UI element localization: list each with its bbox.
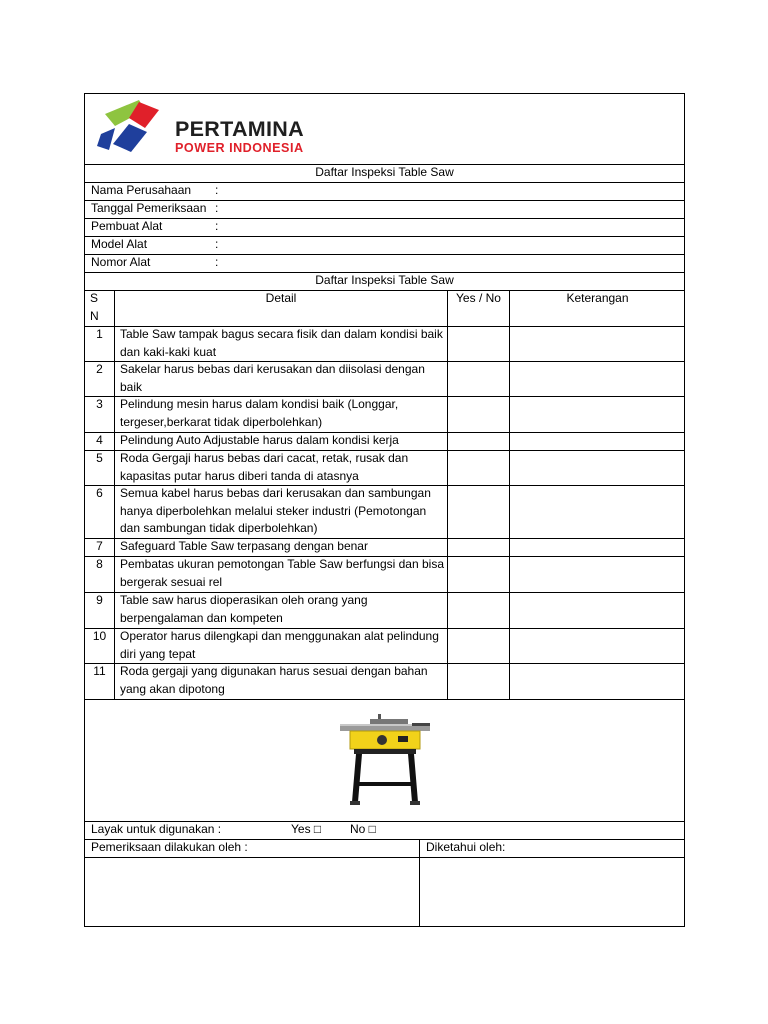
item-detail: Safeguard Table Saw terpasang dengan benar <box>120 539 368 553</box>
field-label-pembuat-alat: Pembuat Alat <box>91 219 163 233</box>
item-detail: Pelindung Auto Adjustable harus dalam kondisi kerja <box>120 433 399 447</box>
column-divider <box>114 290 115 699</box>
divider <box>85 254 684 255</box>
item-number: 2 <box>96 362 103 376</box>
divider <box>85 699 684 700</box>
item-number: 5 <box>96 451 103 465</box>
item-number: 7 <box>96 539 103 553</box>
item-detail: Pembatas ukuran pemotongan Table Saw berfungsi dan bisa bergerak sesuai rel <box>120 557 444 589</box>
field-separator: : <box>215 255 219 269</box>
item-detail: Pelindung mesin harus dalam kondisi baik (Longgar, tergeser,berkarat tidak diperbolehkan) <box>120 397 399 429</box>
item-number: 10 <box>92 629 107 643</box>
header-keterangan: Keterangan <box>566 291 629 305</box>
field-label-tanggal-pemeriksaan: Tanggal Pemeriksaan <box>91 201 207 215</box>
item-detail: Semua kabel harus bebas dari kerusakan dan sambungan hanya diperbolehkan melalui steker industri (Pemotongan dan sambungan tidak diperbolehkan) <box>120 486 431 535</box>
item-number: 6 <box>96 486 103 500</box>
field-separator: : <box>215 219 219 233</box>
header-yes-no: Yes / No <box>456 291 501 305</box>
table-title: Daftar Inspeksi Table Saw <box>315 273 454 287</box>
item-detail: Table Saw tampak bagus secara fisik dan dalam kondisi baik dan kaki-kaki kuat <box>120 327 443 359</box>
item-number: 8 <box>96 557 103 571</box>
item-number: 9 <box>96 593 103 607</box>
item-number: 3 <box>96 397 103 411</box>
diketahui-signature-box[interactable] <box>420 858 684 926</box>
field-label-model-alat: Model Alat <box>91 237 148 251</box>
header-sn: S N <box>90 291 99 323</box>
item-number: 4 <box>96 433 103 447</box>
item-detail: Roda gergaji yang digunakan harus sesuai dengan bahan yang akan dipotong <box>120 664 428 696</box>
yes-checkbox[interactable]: Yes □ <box>291 822 322 836</box>
column-divider <box>509 290 510 699</box>
form-title: Daftar Inspeksi Table Saw <box>315 165 454 179</box>
field-separator: : <box>215 183 219 197</box>
field-label-nama-perusahaan: Nama Perusahaan <box>91 183 192 197</box>
item-number: 1 <box>96 327 103 341</box>
table-saw-image <box>340 714 430 806</box>
field-label-nomor-alat: Nomor Alat <box>91 255 151 269</box>
field-separator: : <box>215 201 219 215</box>
header-detail: Detail <box>265 291 297 305</box>
diketahui-label: Diketahui oleh: <box>426 840 506 854</box>
pertamina-logo <box>95 100 325 158</box>
divider <box>85 218 684 219</box>
item-detail: Table saw harus dioperasikan oleh orang yang berpengalaman dan kompeten <box>120 593 368 625</box>
item-detail: Operator harus dilengkapi dan menggunakan alat pelindung diri yang tepat <box>120 629 439 661</box>
divider <box>85 236 684 237</box>
logo-name: PERTAMINA <box>175 117 304 141</box>
no-checkbox[interactable]: No □ <box>350 822 376 836</box>
layak-label: Layak untuk digunakan : <box>91 822 222 836</box>
inspection-form <box>84 93 685 927</box>
pemeriksaan-signature-box[interactable] <box>85 858 419 926</box>
item-number: 11 <box>93 664 106 678</box>
pertamina-emblem-icon <box>95 100 175 158</box>
field-separator: : <box>215 237 219 251</box>
pemeriksaan-label: Pemeriksaan dilakukan oleh : <box>91 840 248 854</box>
item-detail: Roda Gergaji harus bebas dari cacat, retak, rusak dan kapasitas putar harus diberi tanda di atasnya <box>120 451 409 483</box>
item-detail: Sakelar harus bebas dari kerusakan dan diisolasi dengan baik <box>120 362 425 394</box>
column-divider <box>447 290 448 699</box>
logo-subtitle: POWER INDONESIA <box>175 141 304 155</box>
